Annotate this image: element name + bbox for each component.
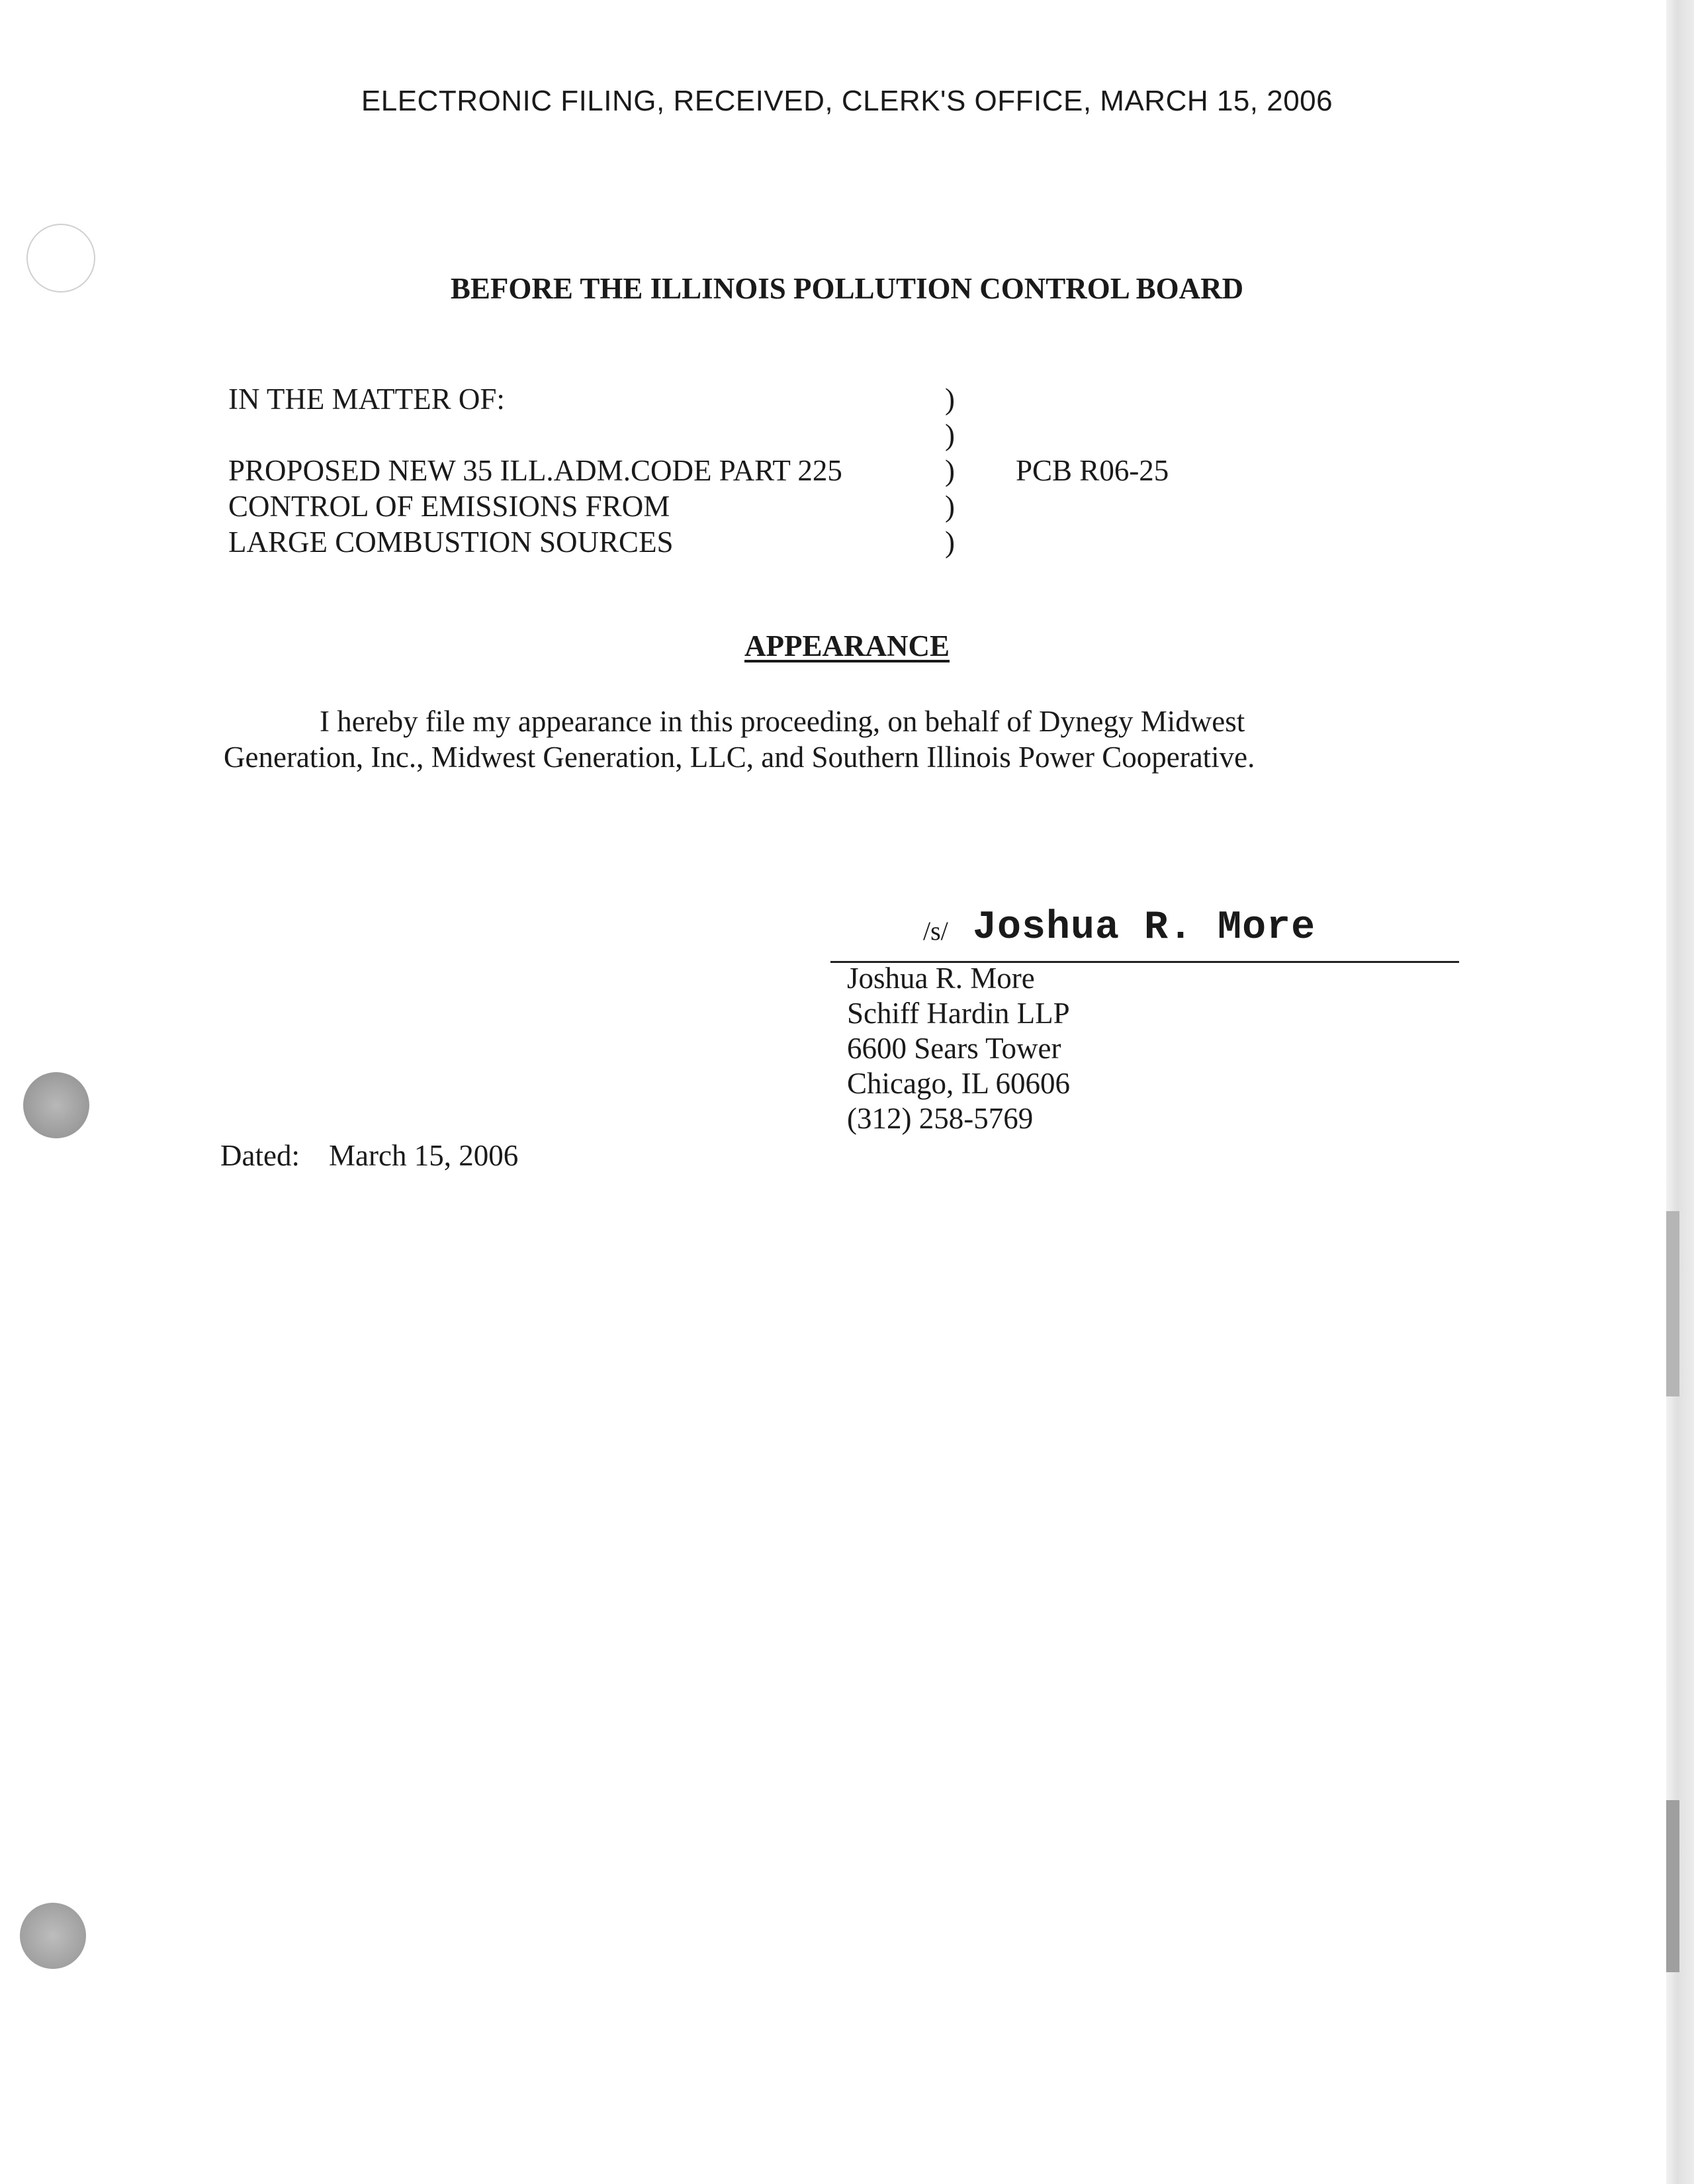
section-heading: APPEARANCE xyxy=(744,629,950,662)
caption-paren: ) xyxy=(945,383,955,416)
punch-hole xyxy=(23,1072,89,1138)
dated-value: March 15, 2006 xyxy=(329,1139,519,1172)
body-text-line: I hereby file my appearance in this proceeding, on behalf of Dynegy Midwest xyxy=(320,705,1245,738)
city-state-zip: Chicago, IL 60606 xyxy=(847,1067,1071,1100)
caption-line: PROPOSED NEW 35 ILL.ADM.CODE PART 225 xyxy=(228,454,842,487)
caption-paren: ) xyxy=(945,490,955,523)
caption-line: LARGE COMBUSTION SOURCES xyxy=(228,525,674,559)
caption-paren: ) xyxy=(945,418,955,451)
body-text-line: Generation, Inc., Midwest Generation, LLC, and Southern Illinois Power Cooperative. xyxy=(224,741,1255,774)
phone-number: (312) 258-5769 xyxy=(847,1102,1034,1135)
scan-edge-shadow xyxy=(1666,1211,1679,1396)
docket-number: PCB R06-25 xyxy=(1016,454,1169,487)
caption-line: CONTROL OF EMISSIONS FROM xyxy=(228,490,670,523)
signature-prefix: /s/ xyxy=(923,916,948,946)
caption-line: IN THE MATTER OF: xyxy=(228,383,505,416)
punch-hole xyxy=(20,1903,86,1969)
board-title: BEFORE THE ILLINOIS POLLUTION CONTROL BOARD xyxy=(450,272,1244,305)
caption-paren: ) xyxy=(945,454,955,487)
filing-stamp: ELECTRONIC FILING, RECEIVED, CLERK'S OFFICE, MARCH 15, 2006 xyxy=(361,85,1333,117)
typed-signature: Joshua R. More xyxy=(973,905,1316,950)
dated-label: Dated: xyxy=(220,1139,300,1172)
caption-paren: ) xyxy=(945,525,955,559)
street-address: 6600 Sears Tower xyxy=(847,1032,1061,1065)
firm-name: Schiff Hardin LLP xyxy=(847,997,1070,1030)
signer-name: Joshua R. More xyxy=(847,962,1035,995)
scan-edge-shadow xyxy=(1666,1800,1679,1972)
